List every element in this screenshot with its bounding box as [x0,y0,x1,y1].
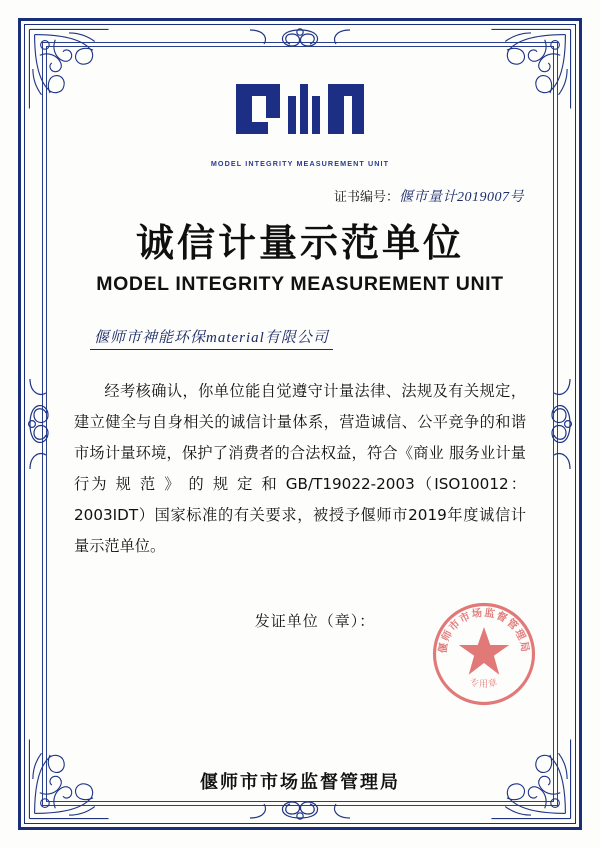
certificate-title-en: MODEL INTEGRITY MEASUREMENT UNIT [96,273,504,295]
recipient-name: 偃师市神能环保material有限公司 [90,326,333,350]
side-ornament-icon [230,24,370,50]
side-ornament-icon [546,359,576,489]
certificate-number-label: 证书编号： [333,190,399,205]
certificate-body-paragraph: 经考核确认，你单位能自觉遵守计量法律、法规及有关规定，建立健全与自身相关的诚信计量体系，营造诚信、公平竞争的和谐市场计量环境，保护了消费者的合法权益，符合《商业 服务业计量行为 规 范 》 的 规 定 和 GB/T19022-2003（ISO10012：2003IDT）国家标准的有关要求，被授予偃师市2019年度诚信计量示范单位。 [74,382,526,555]
issuer-label: 发证单位（章）： [254,612,376,630]
mim-logo-icon [230,70,370,153]
logo-caption: MODEL INTEGRITY MEASUREMENT UNIT [210,159,390,168]
side-ornament-icon [24,359,54,489]
certificate-number-value: 偃市量计2019007号 [399,190,524,205]
issuing-organization: 偃师市市场监督管理局 [200,772,400,793]
svg-text:专用章: 专用章 [468,677,500,691]
svg-text:偃师市市场监督管理局: 偃师市市场监督管理局 [436,606,532,655]
side-ornament-icon [230,798,370,824]
certificate-number-row [60,186,540,206]
certificate-body [60,376,540,562]
recipient-row [60,326,540,350]
official-seal-icon [430,600,538,708]
certificate-title-cn: 诚信计量示范单位 [135,221,464,265]
logo-block [60,70,540,168]
